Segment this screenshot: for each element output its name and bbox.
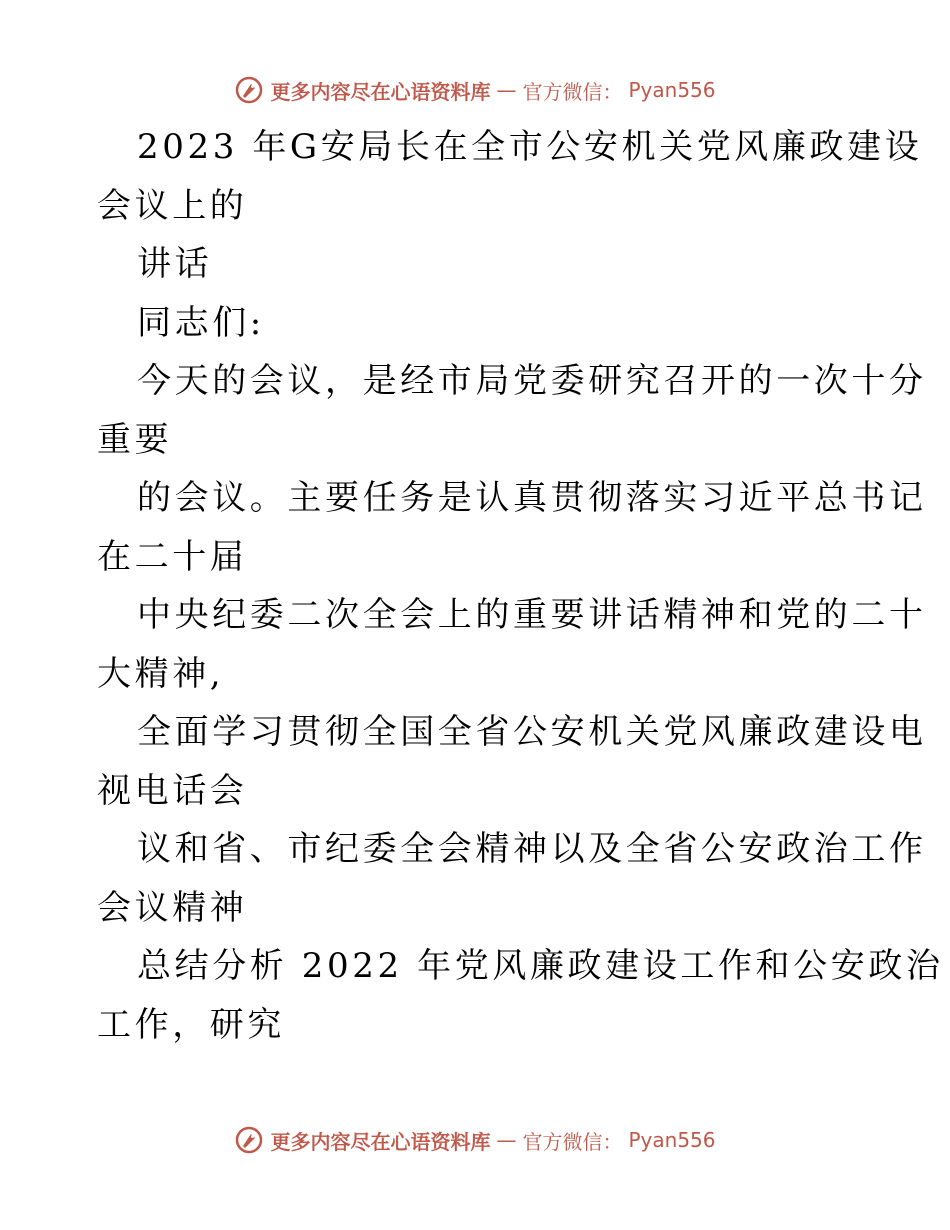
document-body — [97, 118, 944, 1054]
footer-wechat-id: Pyan556 — [628, 1128, 716, 1152]
document-line: 的会议。主要任务是认真贯彻落实习近平总书记 — [137, 478, 927, 518]
document-line: 讲话 — [137, 244, 213, 284]
pen-nib-logo-icon — [234, 75, 264, 105]
footer-separator: — — [496, 1128, 517, 1152]
document-line: 今天的会议，是经市局党委研究召开的一次十分 — [137, 361, 927, 401]
document-line: 在二十届 — [97, 536, 248, 577]
document-line: 会议精神 — [97, 887, 248, 928]
document-line: 视电话会 — [97, 770, 248, 811]
header-wechat-id: Pyan556 — [628, 78, 716, 102]
header-banner-content — [234, 75, 715, 105]
header-watermark-banner — [0, 70, 950, 110]
header-wechat-label: 官方微信： — [522, 79, 623, 104]
document-line: 2023 年G安局长在全市公安机关党风廉政建设 — [137, 127, 923, 167]
footer-banner-content — [234, 1125, 715, 1155]
header-separator: — — [496, 78, 517, 102]
document-line: 总结分析 2022 年党风廉政建设工作和公安政治 — [137, 946, 944, 986]
pen-nib-logo-icon — [234, 1125, 264, 1155]
document-line: 同志们: — [137, 302, 265, 343]
document-line: 工作，研究 — [97, 1004, 285, 1045]
document-line: 全面学习贯彻全国全省公安机关党风廉政建设电 — [137, 712, 927, 752]
header-site-name: 更多内容尽在心语资料库 — [270, 79, 491, 104]
document-line: 会议上的 — [97, 185, 248, 226]
document-line: 议和省、市纪委全会精神以及全省公安政治工作 — [137, 829, 927, 869]
document-line: 大精神, — [97, 653, 225, 694]
footer-site-name: 更多内容尽在心语资料库 — [270, 1129, 491, 1154]
document-line: 中央纪委二次全会上的重要讲话精神和党的二十 — [137, 595, 927, 635]
footer-wechat-label: 官方微信： — [522, 1129, 623, 1154]
footer-watermark-banner — [0, 1120, 950, 1160]
document-line: 重要 — [97, 419, 173, 460]
